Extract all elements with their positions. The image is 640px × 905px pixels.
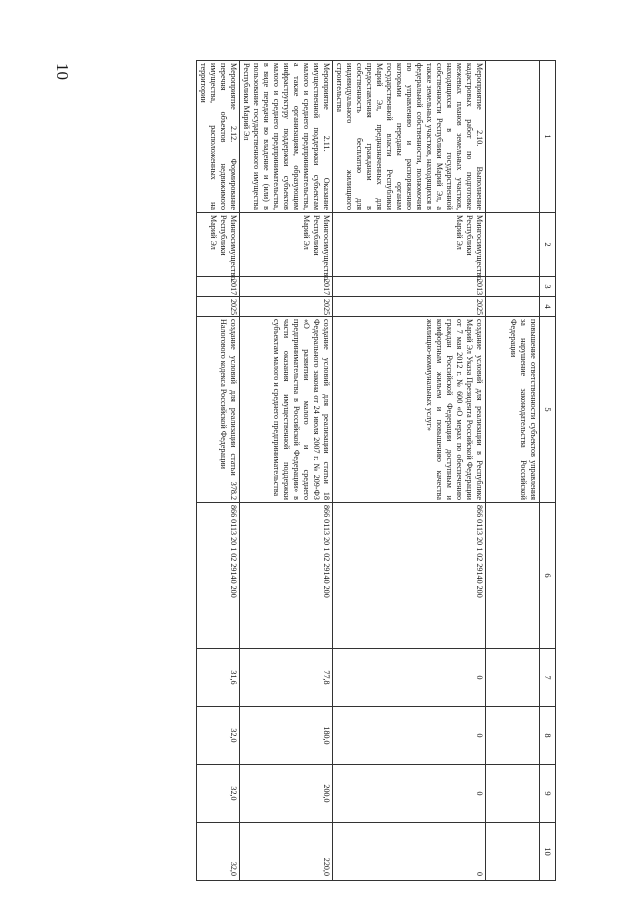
end-year: 2025 xyxy=(333,297,486,317)
end-year: 2025 xyxy=(239,297,332,317)
table-row xyxy=(333,61,486,881)
start-year: 2017 xyxy=(196,277,239,297)
column-number-row xyxy=(540,61,556,881)
budget-code: 866 0113 20 1 02 29140 200 xyxy=(239,503,332,649)
value-col7: 0 xyxy=(333,649,486,707)
budget-code: 866 0113 20 1 02 29140 200 xyxy=(333,503,486,649)
start-year: 2017 xyxy=(239,277,332,297)
value-col8: 32,0 xyxy=(196,707,239,765)
column-header: 9 xyxy=(540,765,556,823)
value-col7: 77,8 xyxy=(239,649,332,707)
column-header: 8 xyxy=(540,707,556,765)
column-header: 5 xyxy=(540,317,556,503)
value-col9: 0 xyxy=(333,765,486,823)
value-col7: 31,6 xyxy=(196,649,239,707)
column-header: 6 xyxy=(540,503,556,649)
budget-code: 866 0113 20 1 02 29140 200 xyxy=(196,503,239,649)
executor: Мингосимущество Республики Марий Эл xyxy=(196,213,239,277)
column-header: 2 xyxy=(540,213,556,277)
column-header: 10 xyxy=(540,823,556,881)
page-number: 10 xyxy=(53,63,72,80)
executor: Мингосимущество Республики Марий Эл xyxy=(333,213,486,277)
column-header: 4 xyxy=(540,297,556,317)
continuation-row xyxy=(486,61,540,881)
value-col10: 220,0 xyxy=(239,823,332,881)
end-year: 2025 xyxy=(196,297,239,317)
column-header: 3 xyxy=(540,277,556,297)
expected-result: создание условий для реализации статьи 378.2 Налогового кодекса Российской Федерации xyxy=(196,317,239,503)
column-header: 7 xyxy=(540,649,556,707)
continuation-text: повышение ответственности субъектов управления за нарушение законодательства Российской Федерации xyxy=(486,317,540,503)
value-col8: 180,0 xyxy=(239,707,332,765)
table-row xyxy=(196,61,239,881)
measure-name: Мероприятие 2.11. Оказание имущественной поддержки субъектам малого и среднего предпринимательства, а также организациям, образующим инфраструктуру поддержки субъектов малого и среднего предпринимательства, в виде передачи во владение и (или) в пользование государственного имущества Республики Марий Эл xyxy=(239,61,332,213)
measure-name: Мероприятие 2.12. Формирование перечня объектов недвижимого имущества, расположенных на территории xyxy=(196,61,239,213)
start-year: 2013 xyxy=(333,277,486,297)
expected-result: создание условий для реализации в Республике Марий Эл Указа Президента Российской Федерации от 7 мая 2012 г. № 600 «О мерах по обеспечению граждан Российской Федерации доступным и комфортным жильем и повышению качества жилищно-коммунальных услуг» xyxy=(333,317,486,503)
budget-table-sheet xyxy=(156,60,556,880)
value-col10: 0 xyxy=(333,823,486,881)
executor: Мингосимущество Республики Марий Эл xyxy=(239,213,332,277)
value-col9: 32,0 xyxy=(196,765,239,823)
measure-name: Мероприятие 2.10. Выполнение кадастровых работ по подготовке межевых планов земельных участков, находящихся в государственной собственности Республики Марий Эл, а также земельных участков, находящихся в федеральной собственности, полномочия по управлению и распоряжению которыми переданы органам государственной власти Республики Марий Эл, предназначенных для предоставления гражданам в собственность бесплатно для индивидуального жилищного строительства xyxy=(333,61,486,213)
expected-result: создание условий для реализации статьи 18 Федерального закона от 24 июля 2007 г. № 209-ФЗ «О развитии малого и среднего предпринимательства в Российской Федерации» в части оказания имущественной поддержки субъектам малого и среднего предпринимательства xyxy=(239,317,332,503)
value-col8: 0 xyxy=(333,707,486,765)
value-col10: 32,0 xyxy=(196,823,239,881)
value-col9: 200,0 xyxy=(239,765,332,823)
column-header: 1 xyxy=(540,61,556,213)
table-row xyxy=(239,61,332,881)
measures-table xyxy=(196,60,556,881)
